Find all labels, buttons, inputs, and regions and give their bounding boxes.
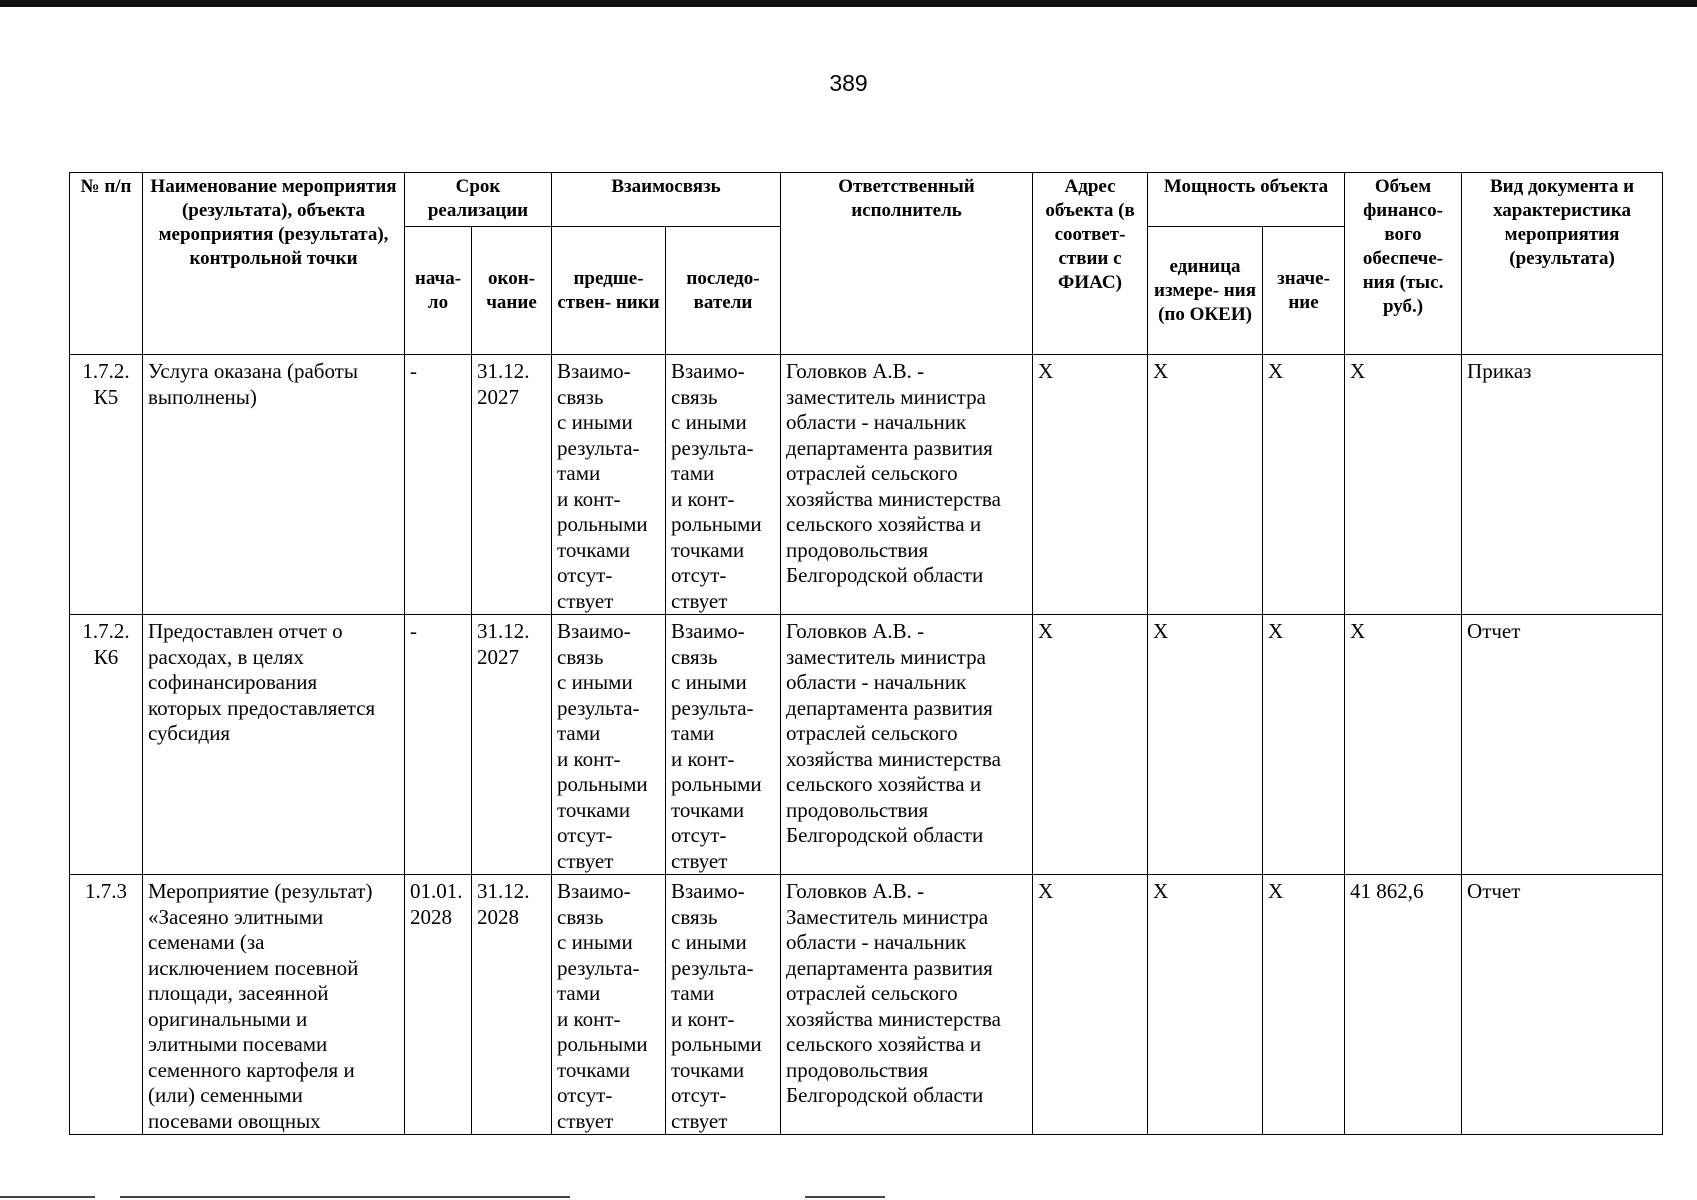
header-link: Взаимосвязь [552,173,781,227]
cell-finance: X [1345,615,1462,875]
cell-pred: Взаимо- связь с иными результа- тами и конт- рольными точками отсут- ствует [552,615,666,875]
header-link-pred: предше- ствен- ники [552,227,666,355]
cell-end: 31.12. 2027 [472,615,552,875]
top-border-rule [0,0,1697,7]
cell-unit: X [1148,875,1263,1135]
header-num: № п/п [70,173,143,355]
header-responsible: Ответственный исполнитель [781,173,1033,355]
cell-responsible: Головков А.В. - заместитель министра области - начальник департамента развития отраслей сельского хозяйства министерства сельского хозяйства и продовольствия Белгородской области [781,355,1033,615]
scan-line [805,1196,885,1198]
page-number: 389 [829,70,868,96]
cell-start: - [405,615,472,875]
header-capacity-value: значе- ние [1263,227,1345,355]
table-row [70,615,1663,875]
header-address: Адрес объекта (в соответ- ствии с ФИАС) [1033,173,1148,355]
cell-end: 31.12. 2028 [472,875,552,1135]
cell-end: 31.12. 2027 [472,355,552,615]
header-name: Наименование мероприятия (результата), объекта мероприятия (результата), контрольной точки [143,173,405,355]
cell-name: Мероприятие (результат) «Засеяно элитными семенами (за исключением посевной площади, засеянной оригинальными и элитными посевами семенного картофеля и (или) семенными посевами овощных [143,875,405,1135]
cell-num: 1.7.2. К6 [70,615,143,875]
cell-responsible: Головков А.В. - заместитель министра области - начальник департамента развития отраслей сельского хозяйства министерства сельского хозяйства и продовольствия Белгородской области [781,615,1033,875]
cell-num: 1.7.3 [70,875,143,1135]
cell-pred: Взаимо- связь с иными результа- тами и конт- рольными точками отсут- ствует [552,355,666,615]
header-doc-type: Вид документа и характеристика мероприятия (результата) [1462,173,1663,355]
cell-value: X [1263,875,1345,1135]
cell-num: 1.7.2. К5 [70,355,143,615]
cell-address: X [1033,355,1148,615]
cell-succ: Взаимо- связь с иными результа- тами и конт- рольными точками отсут- ствует [666,615,781,875]
table-row [70,875,1663,1135]
cell-responsible: Головков А.В. - Заместитель министра области - начальник департамента развития отраслей сельского хозяйства министерства сельского хозяйства и продовольствия Белгородской области [781,875,1033,1135]
cell-doc: Отчет [1462,875,1663,1135]
plan-table [69,172,1663,1135]
header-capacity: Мощность объекта [1148,173,1345,227]
cell-value: X [1263,355,1345,615]
cell-unit: X [1148,615,1263,875]
cell-start: 01.01. 2028 [405,875,472,1135]
cell-succ: Взаимо- связь с иными результа- тами и конт- рольными точками отсут- ствует [666,355,781,615]
header-capacity-unit: единица измере- ния (по ОКЕИ) [1148,227,1263,355]
cell-finance: 41 862,6 [1345,875,1462,1135]
cell-start: - [405,355,472,615]
cell-finance: X [1345,355,1462,615]
cell-name: Предоставлен отчет о расходах, в целях софинансирования которых предоставляется субсидия [143,615,405,875]
cell-address: X [1033,615,1148,875]
cell-succ: Взаимо- связь с иными результа- тами и конт- рольными точками отсут- ствует [666,875,781,1135]
header-link-succ: последо- ватели [666,227,781,355]
header-term: Срок реализации [405,173,552,227]
cell-doc: Отчет [1462,615,1663,875]
cell-doc: Приказ [1462,355,1663,615]
cell-value: X [1263,615,1345,875]
header-term-end: окон- чание [472,227,552,355]
cell-pred: Взаимо- связь с иными результа- тами и конт- рольными точками отсут- ствует [552,875,666,1135]
cell-unit: X [1148,355,1263,615]
scan-line [120,1196,570,1198]
cell-name: Услуга оказана (работы выполнены) [143,355,405,615]
header-term-start: нача- ло [405,227,472,355]
table-row [70,355,1663,615]
scan-line [0,1196,95,1198]
cell-address: X [1033,875,1148,1135]
header-finance: Объем финансо- вого обеспече- ния (тыс. руб.) [1345,173,1462,355]
